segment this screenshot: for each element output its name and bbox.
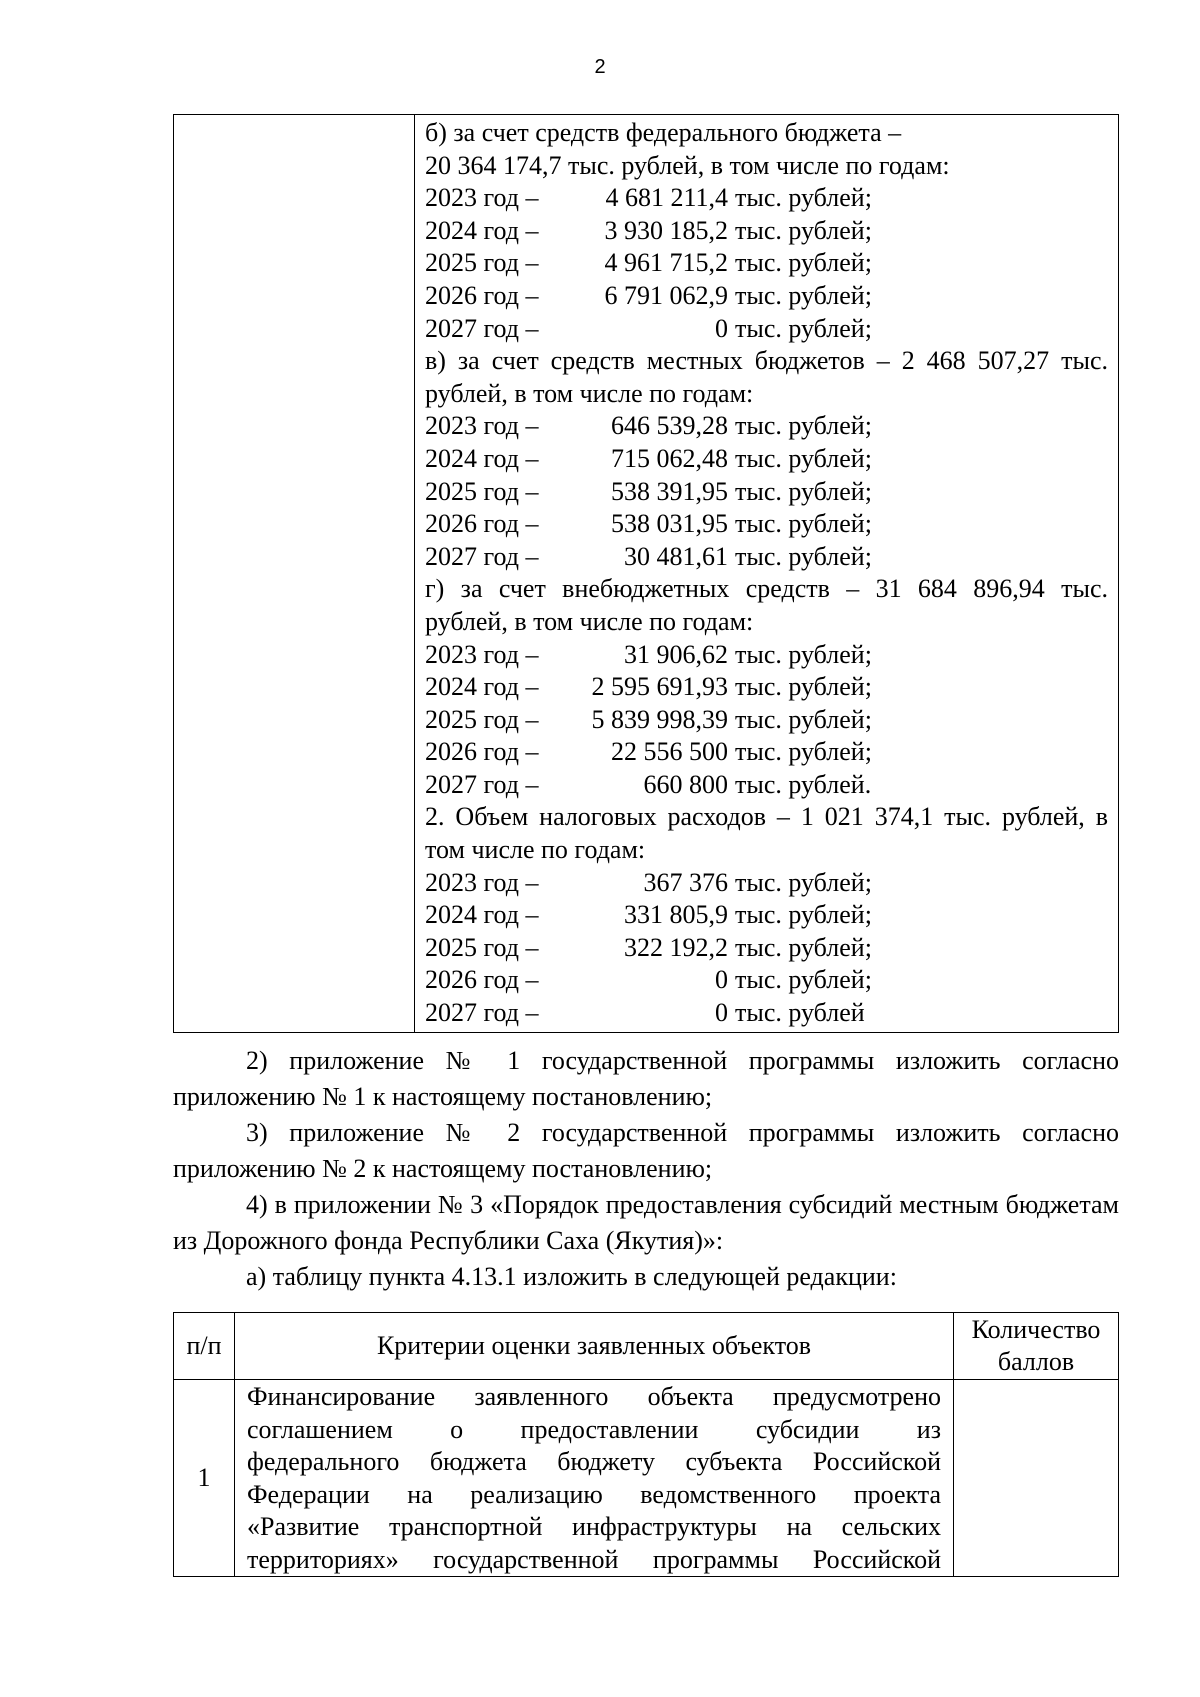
unit-label: тыс. рублей; (735, 443, 872, 473)
year-amount-row (425, 247, 1108, 280)
amount-value: 367 376 (643, 867, 728, 897)
year-label: 2026 год – (425, 737, 539, 767)
year-label: 2026 год – (425, 965, 539, 995)
year-label: 2025 год – (425, 704, 539, 734)
year-label: 2027 год – (425, 769, 539, 799)
year-amount-row (425, 182, 1108, 215)
unit-label: тыс. рублей; (735, 900, 872, 930)
year-amount-row (425, 704, 1108, 737)
local-budget-intro: в) за счет средств местных бюджетов – 2 468 507,27 тыс. рублей, в том числе по годам: (425, 346, 1108, 408)
year-label: 2024 год – (425, 900, 539, 930)
year-amount-row (425, 639, 1108, 672)
unit-label: тыс. рублей; (735, 183, 872, 213)
amount-value: 0 (715, 313, 728, 343)
unit-label: тыс. рублей; (735, 737, 872, 767)
year-amount-row (425, 867, 1108, 900)
year-amount-row (425, 671, 1108, 704)
paragraph-table-4-13-1: а) таблицу пункта 4.13.1 изложить в следующей редакции: (246, 1262, 897, 1291)
criteria-header-row (174, 1313, 1119, 1380)
amount-value: 6 791 062,9 (604, 280, 728, 310)
unit-label: тыс. рублей; (735, 411, 872, 441)
criteria-line: соглашением о предоставлении субсидии из (247, 1414, 941, 1444)
year-amount-row (425, 964, 1108, 997)
unit-label: тыс. рублей; (735, 215, 872, 245)
row-score (954, 1380, 1119, 1577)
unit-label: тыс. рублей; (735, 476, 872, 506)
table-row (174, 1380, 1119, 1577)
year-label: 2025 год – (425, 932, 539, 962)
year-label: 2025 год – (425, 248, 539, 278)
amount-value: 5 839 998,39 (591, 704, 728, 734)
year-amount-row (425, 932, 1108, 965)
criteria-table (173, 1312, 1119, 1577)
unit-label: тыс. рублей; (735, 965, 872, 995)
year-label: 2024 год – (425, 443, 539, 473)
amount-value: 322 192,2 (624, 932, 728, 962)
year-amount-row (425, 899, 1108, 932)
year-label: 2023 год – (425, 867, 539, 897)
amount-value: 3 930 185,2 (604, 215, 728, 245)
year-amount-row (425, 736, 1108, 769)
paragraph-appendix-2: 3) приложение № 2 государственной программы изложить согласно приложению № 2 к настоящему постановлению; (173, 1118, 1119, 1183)
extra-year-list (425, 639, 1108, 802)
unit-label: тыс. рублей; (735, 704, 872, 734)
financing-label-cell (174, 115, 415, 1033)
year-label: 2025 год – (425, 476, 539, 506)
year-amount-row (425, 508, 1108, 541)
financing-table (173, 114, 1119, 1033)
year-amount-row (425, 215, 1108, 248)
amount-value: 22 556 500 (611, 737, 728, 767)
year-amount-row (425, 997, 1108, 1030)
year-label: 2027 год – (425, 313, 539, 343)
unit-label: тыс. рублей; (735, 867, 872, 897)
unit-label: тыс. рублей; (735, 280, 872, 310)
year-label: 2027 год – (425, 998, 539, 1028)
amount-value: 646 539,28 (611, 411, 728, 441)
year-amount-row (425, 410, 1108, 443)
unit-label: тыс. рублей; (735, 541, 872, 571)
amount-value: 660 800 (643, 769, 728, 799)
paragraph-appendix-3: 4) в приложении № 3 «Порядок предоставления субсидий местным бюджетам из Дорожного фонда Республики Саха (Якутия)»: (173, 1190, 1119, 1255)
local-year-list (425, 410, 1108, 573)
year-label: 2024 год – (425, 215, 539, 245)
unit-label: тыс. рублей; (735, 509, 872, 539)
tax-year-list (425, 867, 1108, 1030)
tax-expenses-intro: 2. Объем налоговых расходов – 1 021 374,1 тыс. рублей, в том числе по годам: (425, 802, 1108, 865)
row-number: 1 (174, 1380, 235, 1577)
year-amount-row (425, 769, 1108, 802)
year-label: 2023 год – (425, 639, 539, 669)
criteria-line: «Развитие транспортной инфраструктуры на сельских (247, 1512, 941, 1541)
amount-value: 0 (715, 965, 728, 995)
year-amount-row (425, 476, 1108, 509)
federal-intro-line-1: б) за счет средств федерального бюджета – (425, 118, 902, 147)
amount-value: 31 906,62 (624, 639, 728, 669)
criteria-line: федерального бюджета бюджету субъекта Российской (247, 1447, 941, 1476)
unit-label: тыс. рублей; (735, 932, 872, 962)
year-amount-row (425, 280, 1108, 313)
amendment-paragraphs (173, 1043, 1119, 1295)
federal-intro-line-2: 20 364 174,7 тыс. рублей, в том числе по годам: (425, 150, 950, 180)
year-amount-row (425, 541, 1108, 574)
unit-label: тыс. рублей. (735, 769, 872, 799)
unit-label: тыс. рублей; (735, 313, 872, 343)
header-score: Количество баллов (954, 1313, 1119, 1380)
year-label: 2027 год – (425, 541, 539, 571)
row-criteria-text (235, 1380, 954, 1577)
unit-label: тыс. рублей; (735, 672, 872, 702)
criteria-line: Финансирование заявленного объекта предусмотрено (247, 1382, 941, 1411)
unit-label: тыс. рублей; (735, 248, 872, 278)
criteria-line: территориях» государственной программы Российской (247, 1544, 941, 1574)
year-amount-row (425, 443, 1108, 476)
header-number: п/п (174, 1313, 235, 1380)
criteria-line: Федерации на реализацию ведомственного проекта (247, 1479, 941, 1509)
amount-value: 538 031,95 (611, 509, 728, 539)
year-label: 2023 год – (425, 183, 539, 213)
amount-value: 538 391,95 (611, 476, 728, 506)
federal-year-list (425, 182, 1108, 345)
amount-value: 715 062,48 (611, 443, 728, 473)
financing-content-cell (415, 115, 1119, 1033)
unit-label: тыс. рублей (735, 998, 865, 1028)
amount-value: 0 (715, 998, 728, 1028)
unit-label: тыс. рублей; (735, 639, 872, 669)
extra-budget-intro: г) за счет внебюджетных средств – 31 684 896,94 тыс. рублей, в том числе по годам: (425, 574, 1108, 636)
year-label: 2026 год – (425, 280, 539, 310)
amount-value: 331 805,9 (624, 900, 728, 930)
paragraph-appendix-1: 2) приложение № 1 государственной программы изложить согласно приложению № 1 к настоящему постановлению; (173, 1046, 1119, 1111)
year-label: 2023 год – (425, 411, 539, 441)
year-label: 2024 год – (425, 672, 539, 702)
amount-value: 30 481,61 (624, 541, 728, 571)
year-amount-row (425, 313, 1108, 346)
year-label: 2026 год – (425, 509, 539, 539)
amount-value: 4 681 211,4 (605, 183, 728, 213)
page-number: 2 (594, 56, 606, 78)
amount-value: 4 961 715,2 (604, 248, 728, 278)
amount-value: 2 595 691,93 (591, 672, 728, 702)
header-criteria: Критерии оценки заявленных объектов (235, 1313, 954, 1380)
